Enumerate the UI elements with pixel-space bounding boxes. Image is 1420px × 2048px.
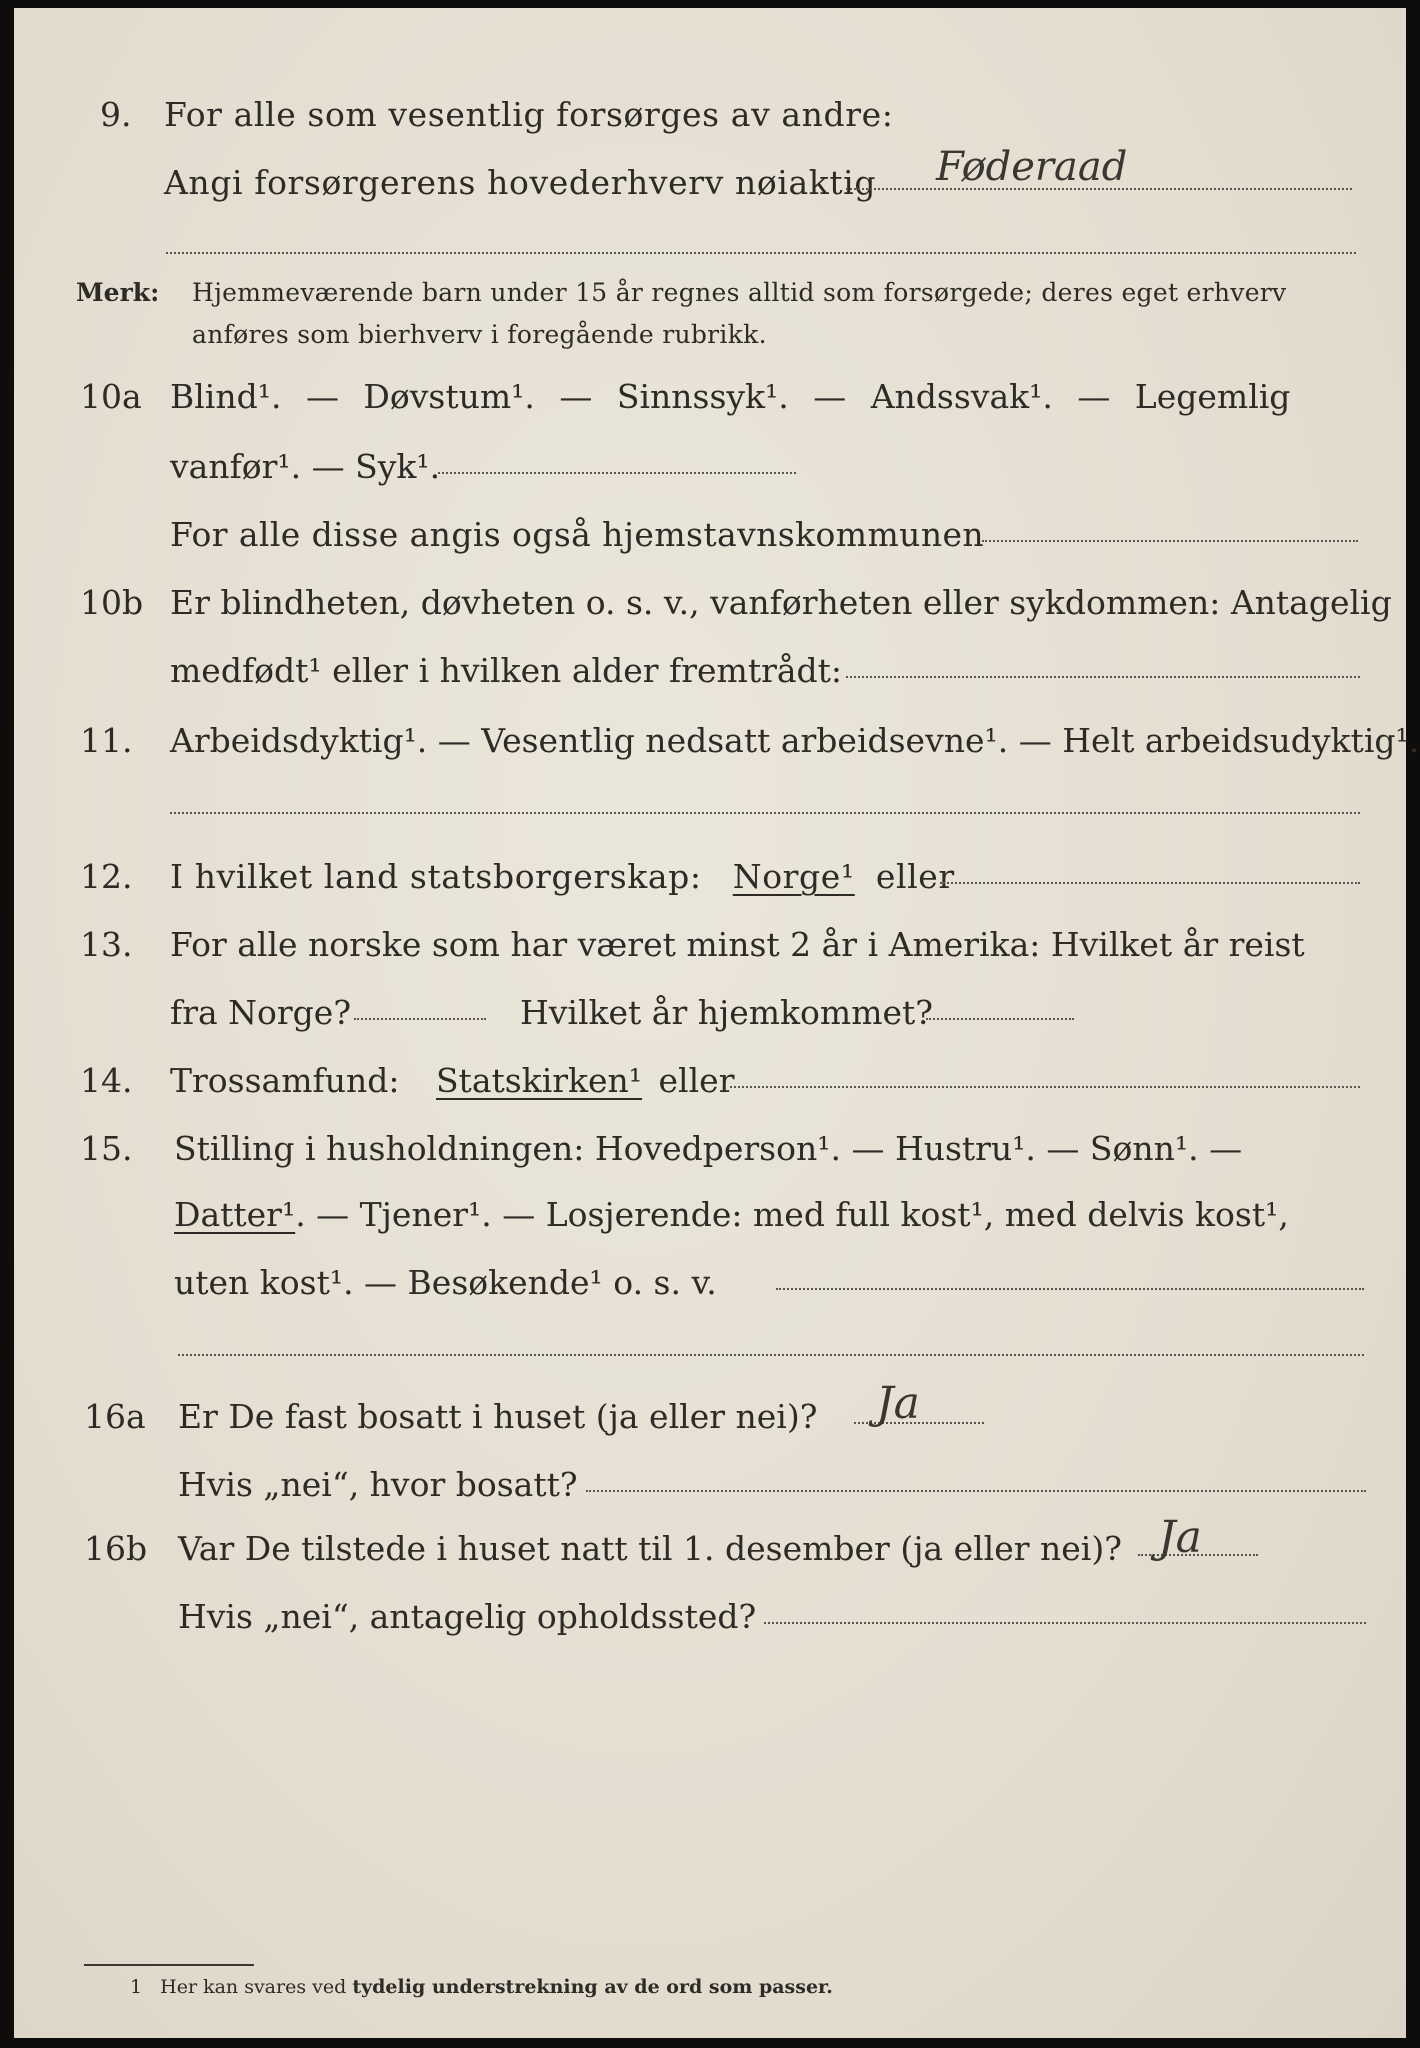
footnote-text-plain: Her kan svares ved (160, 1976, 347, 1998)
q10a-dotted-line (438, 472, 796, 474)
q9-extra-dotted-line (166, 252, 1356, 254)
q13-line1: For alle norske som har været minst 2 år i Amerika: Hvilket år reist (170, 925, 1305, 964)
footnote-text-bold: tydelig understrekning av de ord som passer. (352, 1976, 833, 1998)
q14-number: 14. (80, 1061, 133, 1100)
q16b-line2: Hvis „nei“, antagelig opholdssted? (178, 1597, 757, 1636)
q15-line3: uten kost¹. — Besøkende¹ o. s. v. (174, 1263, 717, 1302)
merk-label: Merk: (76, 278, 160, 307)
q12-prefix: I hvilket land statsborgerskap: (170, 857, 702, 896)
q13-number: 13. (80, 925, 133, 964)
q16a-handwritten-answer: Ja (876, 1378, 920, 1429)
q10b-line1: Er blindheten, døvheten o. s. v., vanførheten eller sykdommen: Antagelig (170, 583, 1392, 622)
q10a-line3: For alle disse angis også hjemstavnskommunen (170, 515, 985, 554)
footnote-rule (84, 1964, 254, 1966)
q14-prefix: Trossamfund: (170, 1061, 400, 1100)
q15-number: 15. (80, 1129, 133, 1168)
census-form-page (14, 8, 1420, 2038)
q16b-handwritten-answer: Ja (1158, 1512, 1202, 1563)
q15-dotted-line (776, 1288, 1364, 1290)
q13-left-dotted-line (354, 1018, 486, 1020)
q12-dotted-line (940, 882, 1360, 884)
q11-line1: Arbeidsdyktig¹. — Vesentlig nedsatt arbeidsevne¹. — Helt arbeidsudyktig¹. (170, 721, 1420, 760)
q15-line1: Stilling i husholdningen: Hovedperson¹. — Hustru¹. — Sønn¹. — (174, 1129, 1243, 1168)
q11-dotted-line (170, 812, 1360, 814)
q10a-line2: vanfør¹. — Syk¹. (170, 447, 441, 486)
q12-number: 12. (80, 857, 133, 896)
q9-number: 9. (100, 95, 132, 134)
q10a-home-dotted-line (982, 540, 1358, 542)
q11-number: 11. (80, 721, 133, 760)
q14-dotted-line (730, 1086, 1360, 1088)
q16a-number: 16a (84, 1397, 146, 1436)
q15-extra-dotted-line (178, 1354, 1364, 1356)
q12-underlined-answer: Norge¹ (732, 857, 855, 896)
q9-handwritten-answer: Føderaad (936, 144, 1128, 190)
q16a-where-dotted-line (586, 1490, 1366, 1492)
q14-suffix: eller (658, 1061, 735, 1100)
q15-underlined-answer: Datter¹ (174, 1195, 296, 1234)
q16b-number: 16b (84, 1529, 148, 1568)
q10b-dotted-line (846, 676, 1360, 678)
q12-line (170, 857, 955, 896)
q13-line2b: Hvilket år hjemkommet? (520, 993, 933, 1032)
footnote (130, 1978, 833, 1997)
q15-line2 (174, 1195, 1289, 1234)
q13-right-dotted-line (926, 1018, 1074, 1020)
footnote-mark: 1 (130, 1976, 143, 1998)
q16b-where-dotted-line (764, 1622, 1366, 1624)
merk-line1: Hjemmeværende barn under 15 år regnes alltid som forsørgede; deres eget erhverv (192, 278, 1287, 307)
q16a-line2: Hvis „nei“, hvor bosatt? (178, 1465, 578, 1504)
merk-line2: anføres som bierhverv i foregående rubrikk. (192, 320, 767, 349)
q10b-line2: medfødt¹ eller i hvilken alder fremtrådt: (170, 651, 843, 690)
q13-line2a: fra Norge? (170, 993, 352, 1032)
q15-line2-rest: . — Tjener¹. — Losjerende: med full kost¹, med delvis kost¹, (295, 1195, 1289, 1234)
q9-line2: Angi forsørgerens hovederhverv nøiaktig (164, 163, 877, 202)
q12-suffix: eller (875, 857, 955, 896)
q16b-line1: Var De tilstede i huset natt til 1. desember (ja eller nei)? (178, 1529, 1122, 1568)
q10a-number: 10a (80, 377, 142, 416)
q10b-number: 10b (80, 583, 144, 622)
q14-underlined-answer: Statskirken¹ (435, 1061, 643, 1100)
q10a-line1: Blind¹. — Døvstum¹. — Sinnssyk¹. — Andssvak¹. — Legemlig (170, 377, 1291, 416)
q16a-line1: Er De fast bosatt i huset (ja eller nei)? (178, 1397, 818, 1436)
q9-line1: For alle som vesentlig forsørges av andre: (164, 95, 894, 134)
q14-line (170, 1061, 735, 1100)
